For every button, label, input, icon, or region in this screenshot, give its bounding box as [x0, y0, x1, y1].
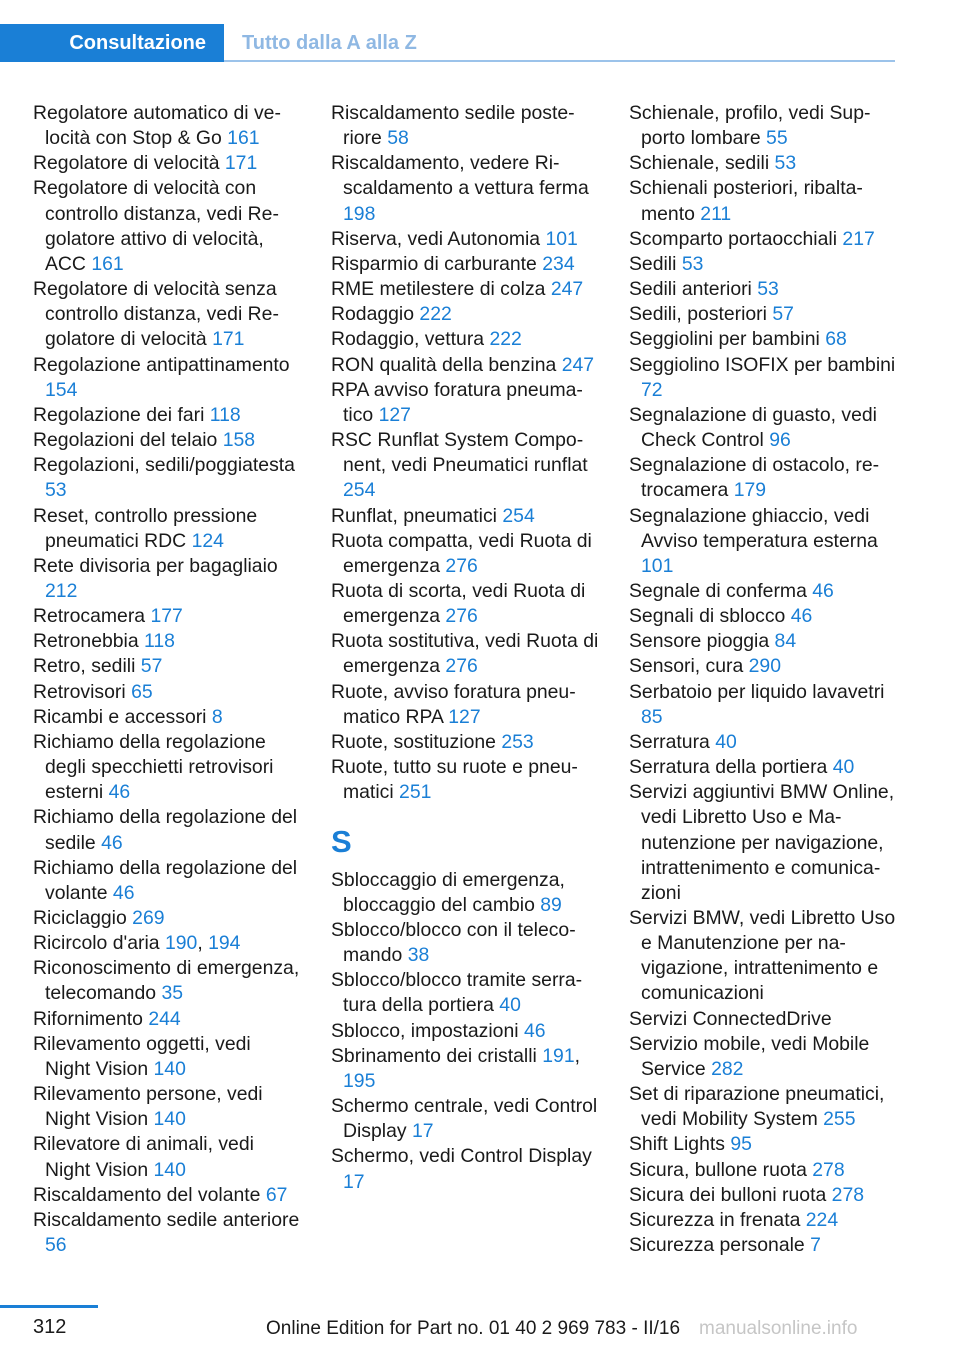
entry-text: Scomparto portaocchiali [629, 227, 838, 250]
page-link[interactable]: 194 [208, 932, 241, 955]
entry-text: Retrocamera [33, 605, 146, 628]
entry-text: Regolazioni del telaio [33, 429, 218, 452]
index-entry [629, 277, 897, 302]
page-link[interactable]: 161 [91, 252, 124, 275]
entry-text: RON qualità della benzina [331, 353, 557, 376]
index-entry [629, 1208, 897, 1233]
entry-text: Segnalazione di guasto, vedi Check Control [629, 403, 877, 452]
entry-text: Rodaggio, vettura [331, 328, 485, 351]
index-entry [629, 755, 897, 780]
index-entry [33, 554, 301, 604]
page-link[interactable]: 253 [501, 730, 534, 753]
entry-text: Runflat, pneumatici [331, 504, 497, 527]
page-header [0, 24, 895, 62]
index-entry [629, 906, 897, 1007]
index-entry [331, 1144, 599, 1194]
index-entry [331, 252, 599, 277]
index-entry [33, 680, 301, 705]
entry-text: Risparmio di carburante [331, 252, 537, 275]
page-link[interactable]: 95 [730, 1133, 752, 1156]
page-link[interactable]: 254 [343, 479, 376, 502]
page-link[interactable]: 171 [212, 328, 245, 351]
entry-text: Riscaldamento del volante [33, 1183, 261, 1206]
page-link[interactable]: 85 [641, 705, 663, 728]
index-entry [33, 654, 301, 679]
index-entry [629, 327, 897, 352]
entry-text: Richiamo della regolazione del sedile [33, 806, 298, 854]
index-entry [331, 1094, 599, 1144]
entry-text: Sicurezza personale [629, 1234, 805, 1257]
page-link[interactable]: 234 [542, 252, 575, 275]
page-link[interactable]: 222 [419, 303, 452, 326]
entry-text: Sblocco, impostazioni [331, 1019, 519, 1042]
entry-text: Retrovisori [33, 680, 126, 703]
entry-text: Shift Lights [629, 1133, 725, 1156]
entry-text: Ruote, avviso foratura pneumatico RPA [331, 680, 576, 728]
page-link[interactable]: 177 [150, 605, 183, 628]
index-entry [629, 1032, 897, 1082]
index-entry [629, 680, 897, 730]
index-entry [629, 604, 897, 629]
entry-text: Sedili anteriori [629, 278, 752, 301]
index-entry [33, 604, 301, 629]
entry-text: Riconoscimento di emergenza, telecomando [33, 957, 300, 1005]
page-link[interactable]: 127 [448, 705, 481, 728]
page-link[interactable]: 198 [343, 202, 376, 225]
page-link[interactable]: 251 [399, 781, 432, 804]
page-number: 312 [33, 1316, 67, 1338]
index-column-2 [331, 101, 599, 1195]
page-link[interactable]: 244 [148, 1007, 181, 1030]
entry-text: Ricircolo d'aria [33, 932, 160, 955]
page-link[interactable]: 17 [411, 1120, 434, 1143]
section-tab: Consultazione [0, 24, 224, 62]
index-entry [331, 629, 599, 679]
entry-text: Retronebbia [33, 630, 139, 653]
index-entry [331, 579, 599, 629]
entry-text: Ruota di scorta, vedi Ruota di emergenza [331, 579, 586, 628]
index-entry [331, 327, 599, 352]
page-link[interactable]: 40 [715, 730, 737, 753]
page-link[interactable]: 53 [681, 252, 704, 275]
entry-text: Sedili, posteriori [629, 303, 767, 326]
index-entry [331, 1019, 599, 1044]
page-link[interactable]: 57 [772, 303, 794, 326]
index-entry [629, 252, 897, 277]
index-entry [33, 730, 301, 805]
index-column-3 [629, 101, 897, 1258]
index-entry [629, 453, 897, 503]
index-entry [629, 1132, 897, 1157]
page-link[interactable]: 171 [224, 152, 258, 175]
entry-text: Ruote, sostituzione [331, 730, 496, 753]
page-link[interactable]: 65 [131, 680, 153, 703]
entry-text: Schienale, profilo, vedi Supporto lombare [629, 102, 871, 150]
page-link[interactable]: 276 [445, 605, 478, 628]
page-link[interactable]: 7 [810, 1234, 821, 1257]
page-link[interactable]: 269 [132, 907, 165, 929]
entry-text: Segnalazione di ostacolo, retrocamera [629, 454, 880, 502]
index-entry [629, 1183, 897, 1208]
watermark: manualsonline.info [699, 1318, 858, 1339]
index-entry [331, 428, 599, 503]
entry-text: Rilevamento persone, vedi Night Vision [33, 1083, 263, 1131]
index-entry [33, 504, 301, 554]
entry-text: Set di riparazione pneumatici, vedi Mobility System [629, 1083, 885, 1131]
page-link[interactable]: 222 [489, 328, 522, 351]
index-entry [629, 1158, 897, 1183]
entry-text: Schienali posteriori, ribaltamento [629, 177, 863, 225]
page-link[interactable]: 247 [561, 353, 595, 376]
entry-text: Schermo centrale, vedi Control Display [331, 1095, 598, 1143]
index-entry [331, 227, 599, 252]
entry-text: Segnalazione ghiaccio, vedi Avviso temperatura esterna [629, 504, 878, 552]
index-entry [33, 906, 301, 931]
entry-text: Regolatore di velocità senza controllo distanza, vedi Regolatore di velocità [33, 278, 279, 351]
entry-text: Sedili [629, 252, 677, 275]
entry-text: Regolatore di velocità [33, 152, 220, 175]
index-entry [33, 1132, 301, 1182]
entry-text: Serbatoio per liquido lavavetri [629, 680, 885, 703]
index-entry [331, 378, 599, 428]
page-link[interactable]: 118 [144, 630, 175, 653]
index-entry [629, 101, 897, 151]
entry-text: Sbloccaggio di emergenza, bloccaggio del cambio [331, 868, 565, 916]
index-entry [629, 1007, 897, 1032]
page-link[interactable]: 179 [733, 479, 767, 502]
entry-text: RSC Runflat System Component, vedi Pneumatici runflat [331, 429, 588, 477]
page-link[interactable]: 46 [108, 781, 131, 804]
page-link[interactable]: 35 [161, 982, 184, 1005]
index-entry [629, 176, 897, 226]
page-link[interactable]: 40 [499, 994, 521, 1017]
index-entry [629, 353, 897, 403]
index-entry [33, 1183, 301, 1208]
page-link[interactable]: 17 [343, 1170, 365, 1193]
page-link[interactable]: 53 [45, 479, 67, 502]
page-link[interactable]: 224 [805, 1208, 839, 1231]
entry-text: Rete divisoria per bagagliaio [33, 554, 278, 577]
entry-text: Rifornimento [33, 1007, 143, 1030]
entry-text: Servizi ConnectedDrive [629, 1007, 832, 1030]
index-entry [331, 868, 599, 918]
page-link[interactable]: 190 [164, 932, 198, 955]
entry-text: Ruota compatta, vedi Ruota di emergenza [331, 529, 592, 577]
entry-text: Segnali di sblocco [629, 605, 786, 628]
page-link[interactable]: 118 [209, 403, 241, 426]
index-entry [33, 705, 301, 730]
index-column-1 [33, 101, 301, 1258]
entry-text: Rilevamento oggetti, vedi Night Vision [33, 1032, 251, 1080]
page-link[interactable]: 96 [769, 429, 791, 452]
entry-text: Schienale, sedili [629, 152, 770, 175]
index-entry [629, 730, 897, 755]
entry-text: Servizi BMW, vedi Libretto Uso e Manutenzione per navigazione, intrattenimento e comunicazioni [629, 907, 896, 1005]
entry-text: Servizio mobile, vedi Mobile Service [629, 1032, 870, 1080]
index-entry [629, 151, 897, 176]
index-entry: Sbrinamento dei cristalli 191, 195 [331, 1044, 580, 1092]
index-entry [331, 302, 599, 327]
index-entry [331, 529, 599, 579]
page-link[interactable]: 40 [832, 756, 855, 779]
page-link[interactable]: 67 [265, 1183, 288, 1206]
page-link[interactable]: 282 [711, 1057, 744, 1080]
index-entry [33, 101, 301, 151]
page-link[interactable]: 254 [502, 504, 535, 527]
page-link[interactable]: 38 [407, 944, 430, 967]
entry-text: Retro, sedili [33, 655, 136, 678]
index-entry [33, 428, 301, 453]
entry-text: Ruote, tutto su ruote e pneumatici [331, 756, 578, 804]
index-entry [629, 504, 897, 579]
index-entry [33, 1208, 301, 1258]
footer-rule [0, 1305, 98, 1308]
index-entry [33, 1007, 301, 1032]
page-link[interactable]: 276 [445, 655, 478, 678]
page-link[interactable]: 8 [211, 705, 223, 728]
page-link[interactable]: 84 [774, 630, 797, 653]
entry-text: RPA avviso foratura pneumatico [331, 378, 583, 426]
page-link[interactable]: 124 [191, 529, 224, 552]
entry-text: Seggiolino ISOFIX per bambini [629, 353, 896, 376]
index-entry: Ricircolo d'aria 190, 194 [33, 932, 241, 955]
entry-text: Richiamo della regolazione degli specchietti retrovisori esterni [33, 730, 274, 804]
entry-text: Sensore pioggia [629, 630, 770, 653]
index-entry [629, 403, 897, 453]
page-link[interactable]: 276 [445, 554, 478, 577]
page-link[interactable]: 68 [825, 328, 847, 351]
index-entry [331, 504, 599, 529]
index-entry [33, 453, 301, 503]
index-entry [629, 780, 897, 906]
entry-text: Segnale di conferma [629, 579, 807, 602]
entry-text: Sblocco/blocco con il telecomando [331, 918, 576, 967]
page-link[interactable]: 53 [774, 152, 797, 175]
page-link[interactable]: 217 [842, 227, 875, 250]
entry-text: Sicura, bullone ruota [629, 1158, 807, 1181]
entry-text: Richiamo della regolazione del volante [33, 856, 298, 904]
index-entry [331, 353, 599, 378]
chapter-title: Tutto dalla A alla Z [242, 32, 417, 54]
entry-text: Reset, controllo pressione pneumatici RDC [33, 504, 258, 552]
entry-text: Rodaggio [331, 303, 415, 326]
page-link[interactable]: 101 [641, 554, 674, 577]
index-entry [331, 968, 599, 1018]
entry-text: Ruota sostitutiva, vedi Ruota di emergenza [331, 630, 599, 678]
index-entry [331, 101, 599, 151]
index-entry [629, 1233, 897, 1258]
index-entry [331, 755, 599, 805]
edition-note: Online Edition for Part no. 01 40 2 969 783 - II/16 [266, 1318, 681, 1339]
index-entry [331, 277, 599, 302]
page-link[interactable]: 46 [790, 605, 813, 628]
entry-text: Serratura della portiera [629, 756, 828, 779]
page-link[interactable]: 56 [45, 1234, 67, 1257]
entry-text: RME metilestere di colza [331, 278, 546, 301]
page-link[interactable]: 195 [343, 1069, 376, 1092]
entry-text: Regolatore di velocità con controllo distanza, vedi Regolatore attivo di velocità, ACC [33, 177, 279, 275]
index-entry [33, 277, 301, 352]
page-link[interactable]: 211 [700, 202, 732, 225]
index-entry [33, 805, 301, 855]
index-entry [629, 629, 897, 654]
entry-text: Seggiolini per bambini [629, 328, 820, 351]
page-link[interactable]: 53 [757, 278, 779, 301]
page-link[interactable]: 55 [766, 127, 788, 150]
entry-text: Riscaldamento, vedere Riscaldamento a vettura ferma [331, 152, 589, 200]
entry-text: Sicura dei bulloni ruota [629, 1183, 827, 1206]
page-link[interactable]: 46 [112, 881, 135, 904]
entry-text: Schermo, vedi Control Display [331, 1145, 592, 1168]
page-link[interactable]: 278 [812, 1158, 845, 1181]
index-entry [33, 1082, 301, 1132]
entry-text: Riciclaggio [33, 907, 127, 929]
index-entry [33, 353, 301, 403]
page-link[interactable]: 158 [222, 429, 256, 452]
entry-text: Riserva, vedi Autonomia [331, 227, 541, 250]
entry-text: Sensori, cura [629, 655, 744, 678]
page-link[interactable]: 46 [101, 831, 123, 854]
section-letter: S [331, 824, 352, 860]
index-entry [629, 1082, 897, 1132]
entry-text: Regolazione antipattinamento [33, 353, 290, 376]
page-link[interactable]: 255 [823, 1108, 856, 1131]
entry-text: Servizi aggiuntivi BMW Online, vedi Libretto Uso e Manutenzione per navigazione, intrattenimento e comunicazioni [629, 781, 895, 904]
entry-text: Sbrinamento dei cristalli [331, 1044, 537, 1067]
page-link[interactable]: 101 [545, 227, 578, 250]
page-link[interactable]: 89 [540, 893, 562, 916]
index-entry [33, 956, 301, 1006]
entry-text: Sicurezza in frenata [629, 1208, 801, 1231]
index-entry [629, 302, 897, 327]
page-link[interactable]: 212 [45, 579, 78, 602]
page-link[interactable]: 72 [641, 378, 663, 401]
index-entry [33, 151, 301, 176]
entry-text: Regolazione dei fari [33, 403, 205, 426]
index-entry [331, 730, 599, 755]
entry-text: Ricambi e accessori [33, 705, 207, 728]
entry-text: Regolatore automatico di velocità con Stop & Go [33, 102, 281, 150]
index-entry [629, 227, 897, 252]
index-entry [33, 403, 301, 428]
entry-text: Rilevatore di animali, vedi Night Vision [33, 1133, 254, 1181]
page-link[interactable]: 154 [45, 378, 78, 401]
page-link[interactable]: 140 [153, 1158, 186, 1181]
index-entry [331, 151, 599, 226]
page-link[interactable]: 191 [542, 1044, 575, 1067]
page-link[interactable]: 161 [227, 127, 260, 150]
entry-text: Serratura [629, 730, 710, 753]
page-link[interactable]: 140 [153, 1057, 186, 1080]
page-link[interactable]: 140 [153, 1108, 186, 1131]
index-entry [33, 176, 301, 277]
page-link[interactable]: 58 [387, 127, 409, 150]
entry-text: Riscaldamento sedile anteriore [33, 1208, 300, 1231]
page-link[interactable]: 278 [831, 1183, 865, 1206]
page-link[interactable]: 57 [140, 655, 163, 678]
page-link[interactable]: 290 [748, 655, 781, 678]
index-entry [629, 654, 897, 679]
index-entry [33, 856, 301, 906]
index-entry [629, 579, 897, 604]
index-entry [33, 1032, 301, 1082]
index-entry [331, 918, 599, 968]
page-link[interactable]: 247 [550, 278, 584, 301]
index-entry [33, 629, 301, 654]
page-link[interactable]: 46 [523, 1019, 546, 1042]
entry-text: Regolazioni, sedili/poggiatesta [33, 454, 295, 477]
page-link[interactable]: 46 [812, 579, 834, 602]
index-entry [331, 680, 599, 730]
header-rule [224, 60, 895, 62]
entry-text: Riscaldamento sedile posteriore [331, 102, 575, 150]
entry-text: Sblocco/blocco tramite serratura della portiera [331, 969, 583, 1017]
page-link[interactable]: 127 [378, 403, 411, 426]
